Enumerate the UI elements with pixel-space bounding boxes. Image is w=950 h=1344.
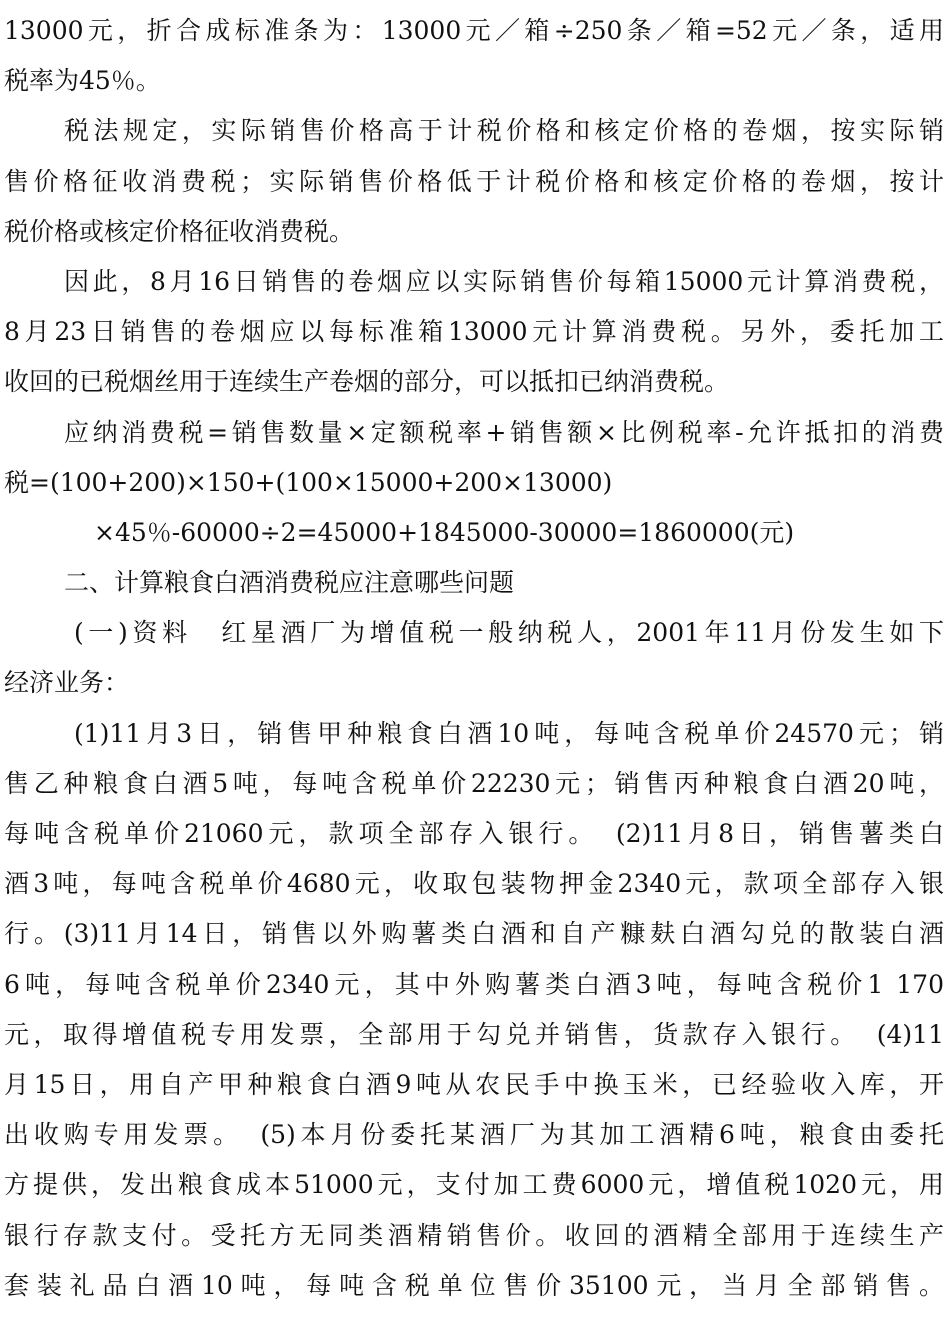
- text-line: 银行存款支付。受托方无同类酒精销售价。收回的酒精全部用于连续生产: [4, 1220, 944, 1250]
- text-line: 每吨含税单价21060元，款项全部存入银行。 (2)11月8日，销售薯类白: [4, 819, 944, 848]
- text-line: 元，取得增值税专用发票，全部用于勾兑并销售，货款存入银行。 (4)11: [4, 1019, 944, 1049]
- paragraph-start: 税法规定，实际销售价格高于计税价格和核定价格的卷烟，按实际销: [64, 116, 944, 146]
- paragraph-start: (1)11月3日，销售甲种粮食白酒10吨，每吨含税单价24570元；销: [74, 718, 944, 748]
- text-line: 售乙种粮食白酒5吨，每吨含税单价22230元；销售丙种粮食白酒20吨，: [4, 768, 944, 798]
- text-line: 售价格征收消费税；实际销售价格低于计税价格和核定价格的卷烟，按计: [4, 166, 944, 196]
- text-line: 6吨，每吨含税单价2340元，其中外购薯类白酒3吨，每吨含税价1 170: [4, 969, 944, 999]
- text-line: 酒3吨，每吨含税单价4680元，收取包装物押金2340元，款项全部存入银: [4, 869, 944, 899]
- formula-line: ×45％-60000÷2=45000+1845000-30000=1860000(元): [94, 517, 795, 547]
- paragraph-start: 因此，8月16日销售的卷烟应以实际销售价每箱15000元计算消费税，: [64, 266, 944, 296]
- text-line: 套装礼品白酒10吨，每吨含税单位售价35100元，当月全部销售。: [4, 1270, 944, 1300]
- text-line: 税率为45％。: [4, 66, 161, 96]
- text-line: 方提供，发出粮食成本51000元，支付加工费6000元，增值税1020元，用: [4, 1170, 944, 1200]
- text-line: 出收购专用发票。 (5)本月份委托某酒厂为其加工酒精6吨，粮食由委托: [4, 1120, 944, 1150]
- text-line: 行。(3)11月14日，销售以外购薯类白酒和自产糠麸白酒勾兑的散装白酒: [4, 919, 944, 949]
- paragraph-start: 应纳消费税=销售数量×定额税率+销售额×比例税率-允许抵扣的消费: [64, 417, 944, 447]
- text-line: 税价格或核定价格征收消费税。: [4, 216, 355, 246]
- formula-line: 税=(100+200)×150+(100×15000+200×13000): [4, 467, 613, 497]
- paragraph-start: (一)资料 红星酒厂为增值税一般纳税人，2001年11月份发生如下: [74, 618, 944, 648]
- text-line: 经济业务：: [4, 668, 130, 698]
- text-line: 收回的已税烟丝用于连续生产卷烟的部分，可以抵扣已纳消费税。: [4, 367, 730, 397]
- text-line: 13000元，折合成标准条为：13000元／箱÷250条／箱=52元／条，适用: [4, 16, 944, 45]
- text-line: 8月23日销售的卷烟应以每标准箱13000元计算消费税。另外，委托加工: [4, 317, 944, 347]
- text-line: 月15日，用自产甲种粮食白酒9吨从农民手中换玉米，已经验收入库，开: [4, 1069, 944, 1099]
- section-heading: 二、计算粮食白酒消费税应注意哪些问题: [64, 568, 515, 598]
- document-page: [4, 6, 944, 1311]
